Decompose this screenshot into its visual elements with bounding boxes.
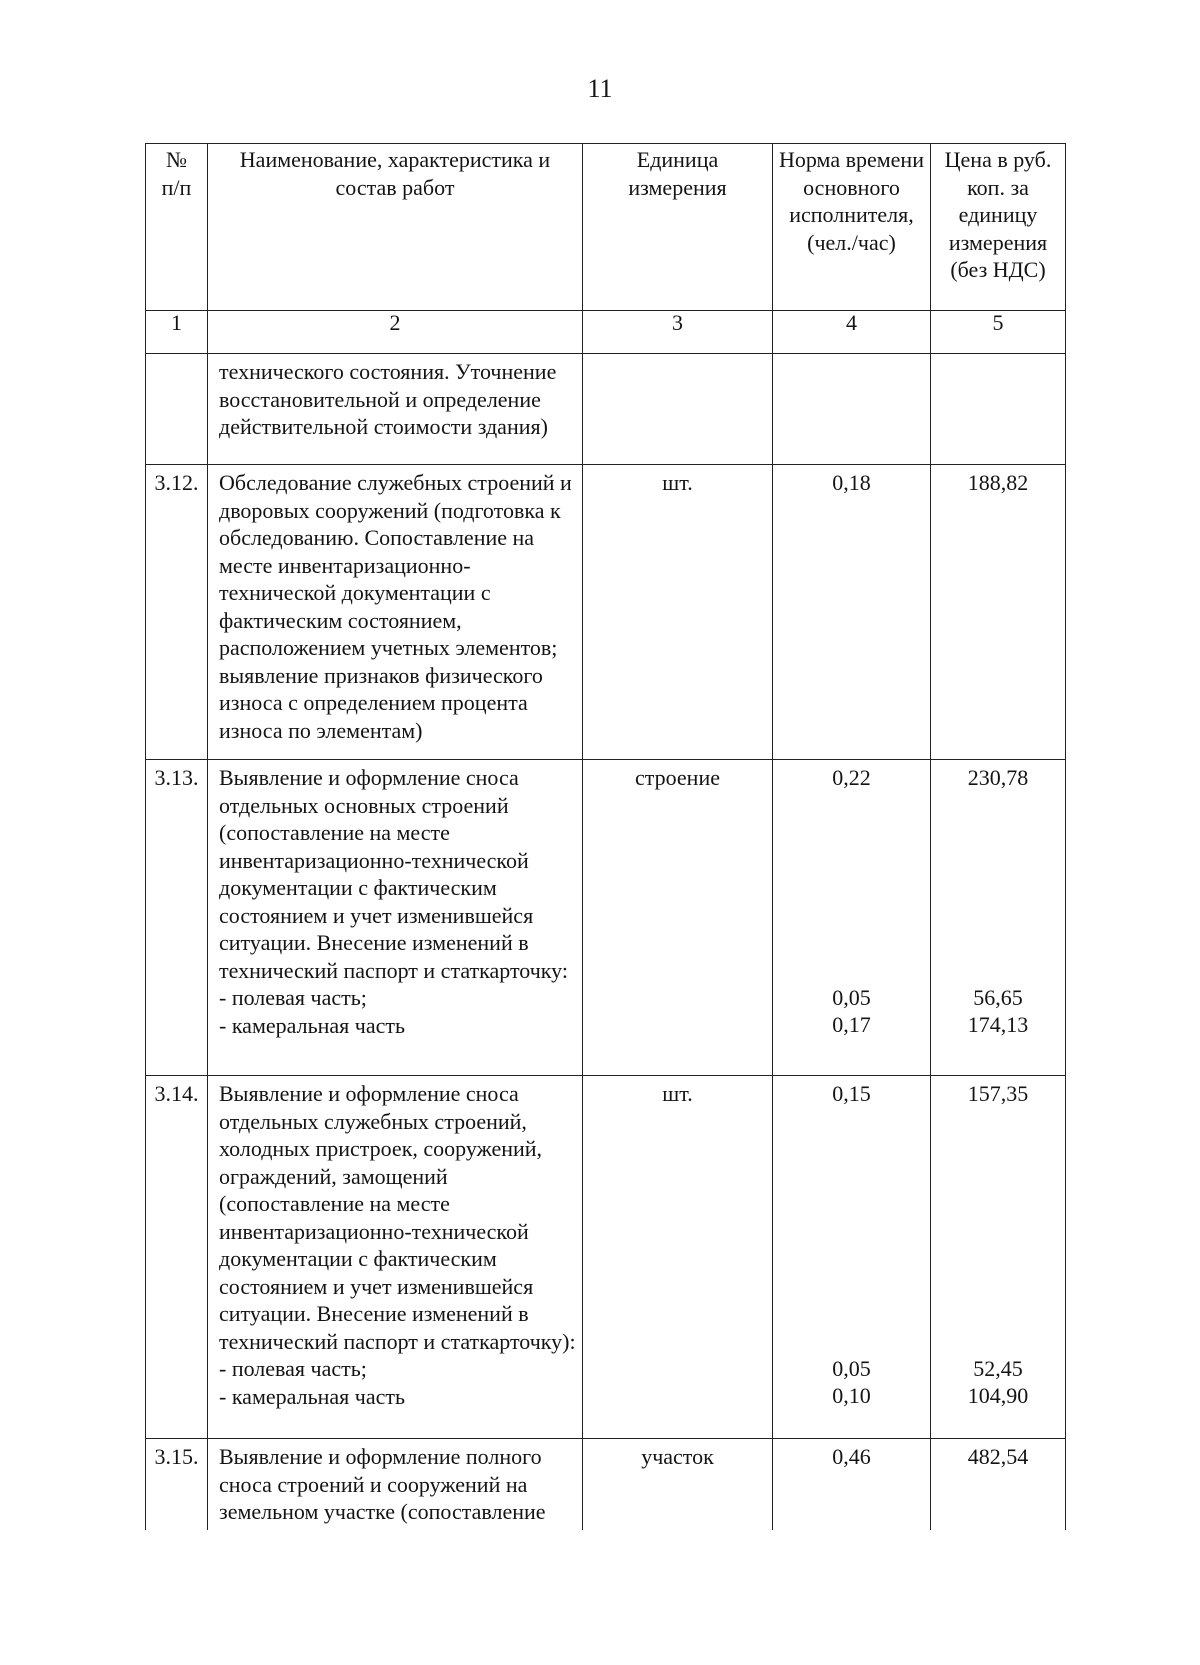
sub-item-label: - камеральная часть xyxy=(219,1383,406,1409)
sub-item-label: - полевая часть; xyxy=(219,985,367,1010)
row-norm: 0,46 xyxy=(773,1439,931,1530)
sub-item-price: 174,13 xyxy=(967,1012,1029,1037)
column-number: 2 xyxy=(208,311,583,354)
row-price: 230,78 xyxy=(967,765,1029,790)
row-unit: шт. xyxy=(583,1076,773,1439)
row-name-text: Выявление и оформление сноса отдельных служебных строений, холодных пристроек, сооружений, ограждений, замощений (сопоставление на месте инвентаризационно-технической документации с фактическим состоянием и учет изменившейся ситуации. Внесение изменений в технический паспорт и статкарточку): xyxy=(219,1081,576,1354)
header-price: Цена в руб. коп. за единицу измерения (без НДС) xyxy=(931,144,1066,311)
sub-item-price: 104,90 xyxy=(967,1383,1029,1408)
row-price-cell xyxy=(931,760,1066,1076)
header-number: № п/п xyxy=(146,144,208,311)
row-norm: 0,22 xyxy=(832,765,871,790)
price-table xyxy=(145,143,1066,1530)
row-name: технического состояния. Уточнение восстановительной и определение действительной стоимости здания) xyxy=(208,354,583,465)
row-price xyxy=(931,354,1066,465)
sub-item-norm: 0,17 xyxy=(832,1012,871,1037)
row-price: 482,54 xyxy=(931,1439,1066,1530)
row-unit: строение xyxy=(583,760,773,1076)
row-norm-cell xyxy=(773,1076,931,1439)
row-name: Обследование служебных строений и дворовых сооружений (подготовка к обследованию. Сопоставление на месте инвентаризационно-технической документации с фактическим состоянием, расположением учетных элементов; выявление признаков физического износа с определением процента износа по элементам) xyxy=(208,465,583,760)
header-row xyxy=(146,144,1066,311)
row-number: 3.13. xyxy=(146,760,208,1076)
sub-item-label: - полевая часть; xyxy=(219,1356,367,1381)
sub-item-price: 56,65 xyxy=(973,984,1023,1010)
sub-item-norm: 0,10 xyxy=(832,1383,871,1408)
row-name-text: Выявление и оформление сноса отдельных основных строений (сопоставление на месте инвентаризационно-технической документации с фактическим состоянием и учет изменившейся ситуации. Внесение изменений в технический паспорт и статкарточку: xyxy=(219,765,568,983)
row-name: Выявление и оформление полного сноса строений и сооружений на земельном участке (сопоставление xyxy=(208,1439,583,1530)
column-number-row xyxy=(146,311,1066,354)
header-name: Наименование, характеристика и состав работ xyxy=(208,144,583,311)
row-norm: 0,15 xyxy=(832,1081,871,1106)
sub-item-norm: 0,05 xyxy=(832,984,871,1010)
row-unit: шт. xyxy=(583,465,773,760)
row-norm: 0,18 xyxy=(773,465,931,760)
row-price: 157,35 xyxy=(967,1081,1029,1106)
row-norm-cell xyxy=(773,760,931,1076)
row-number xyxy=(146,354,208,465)
row-number: 3.15. xyxy=(146,1439,208,1530)
column-number: 5 xyxy=(931,311,1066,354)
sub-item-norm: 0,05 xyxy=(832,1355,871,1381)
sub-item-label: - камеральная часть xyxy=(219,1012,406,1038)
header-norm: Норма времени основного исполнителя, (чел./час) xyxy=(773,144,931,311)
row-price-cell xyxy=(931,1076,1066,1439)
row-price: 188,82 xyxy=(931,465,1066,760)
row-unit xyxy=(583,354,773,465)
table-row xyxy=(146,354,1066,465)
page-number: 11 xyxy=(587,74,613,103)
table-row xyxy=(146,1076,1066,1439)
row-norm xyxy=(773,354,931,465)
header-unit: Единица измерения xyxy=(583,144,773,311)
row-name xyxy=(208,1076,583,1439)
row-unit: участок xyxy=(583,1439,773,1530)
column-number: 3 xyxy=(583,311,773,354)
table-row xyxy=(146,465,1066,760)
column-number: 1 xyxy=(146,311,208,354)
row-number: 3.14. xyxy=(146,1076,208,1439)
column-number: 4 xyxy=(773,311,931,354)
sub-item-price: 52,45 xyxy=(973,1355,1023,1381)
row-name xyxy=(208,760,583,1076)
table-row xyxy=(146,760,1066,1076)
table-row xyxy=(146,1439,1066,1530)
row-number: 3.12. xyxy=(146,465,208,760)
